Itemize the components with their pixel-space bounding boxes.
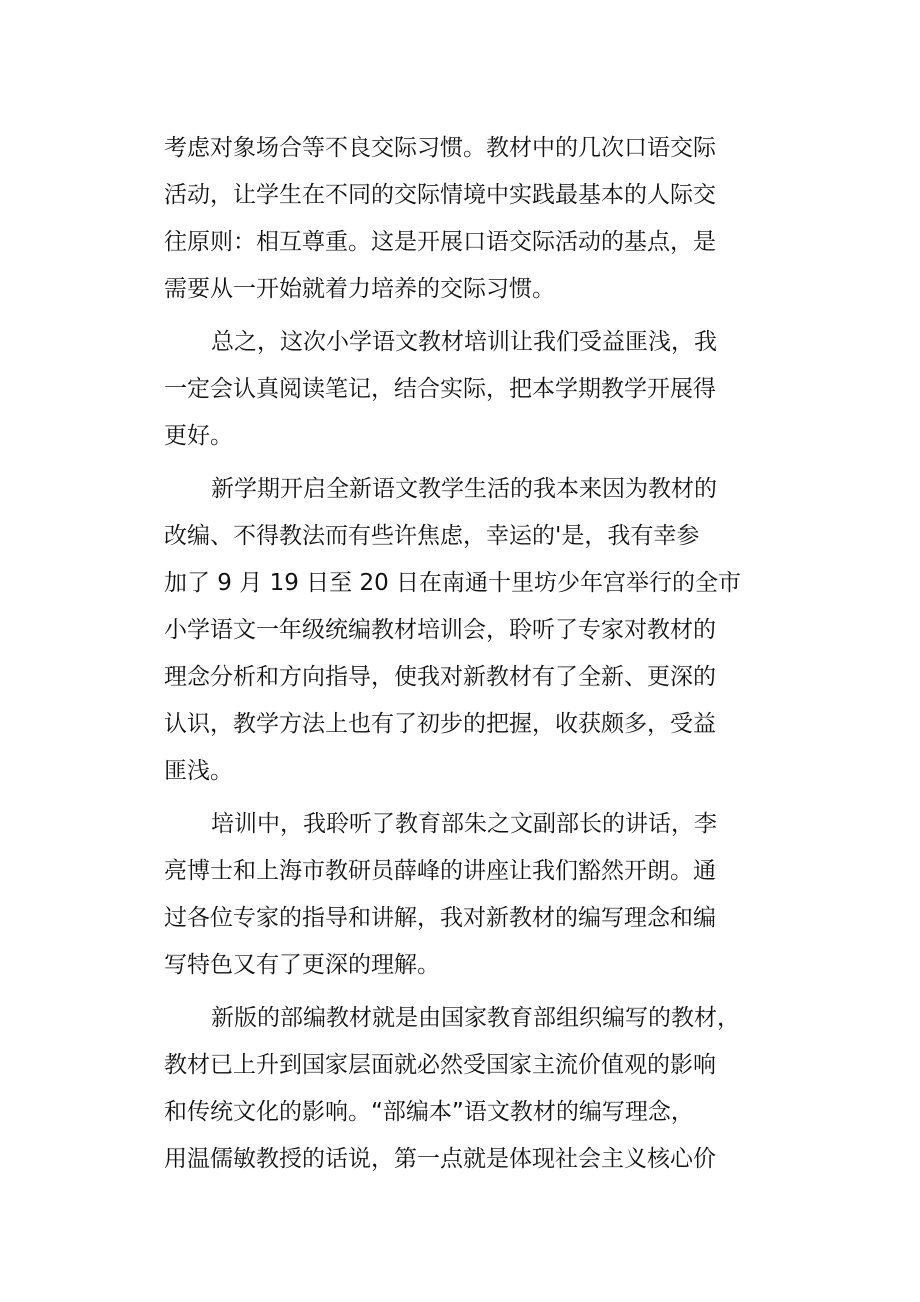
paragraph-first-line: 新版的部编教材就是由国家教育部组织编写的教材， <box>211 1005 740 1031</box>
text-line: 和传统文化的影响。“部编本”语文教材的编写理念， <box>164 1099 694 1125</box>
paragraph-first-line: 新学期开启全新语文教学生活的我本来因为教材的 <box>211 476 717 502</box>
text-line: 改编、不得教法而有些许焦虑，幸运的'是，我有幸参 <box>164 523 700 549</box>
text-line: 匪浅。 <box>164 758 233 784</box>
text-line: 写特色又有了更深的理解。 <box>164 952 440 978</box>
text-line: 更好。 <box>164 423 233 449</box>
text-line: 用温儒敏教授的话说，第一点就是体现社会主义核心价 <box>164 1146 716 1172</box>
text-line: 往原则：相互尊重。这是开展口语交际活动的基点，是 <box>164 229 716 255</box>
text-line: 认识，教学方法上也有了初步的把握，收获颇多，受益 <box>164 711 716 737</box>
paragraph-first-line: 总之，这次小学语文教材培训让我们受益匪浅，我 <box>211 329 717 355</box>
text-line: 亮博士和上海市教研员薛峰的讲座让我们豁然开朗。通 <box>164 858 716 884</box>
text-line: 加了 9 月 19 日至 20 日在南通十里坊少年宫举行的全市 <box>164 570 742 596</box>
text-line: 理念分析和方向指导，使我对新教材有了全新、更深的 <box>164 664 716 690</box>
text-line: 考虑对象场合等不良交际习惯。教材中的几次口语交际 <box>164 135 716 161</box>
text-line: 一定会认真阅读笔记，结合实际，把本学期教学开展得 <box>164 376 716 402</box>
text-line: 过各位专家的指导和讲解，我对新教材的编写理念和编 <box>164 905 716 931</box>
text-line: 需要从一开始就着力培养的交际习惯。 <box>164 276 555 302</box>
text-line: 活动，让学生在不同的交际情境中实践最基本的人际交 <box>164 182 716 208</box>
text-line: 小学语文一年级统编教材培训会，聆听了专家对教材的 <box>164 617 716 643</box>
text-line: 教材已上升到国家层面就必然受国家主流价值观的影响 <box>164 1052 716 1078</box>
paragraph-first-line: 培训中，我聆听了教育部朱之文副部长的讲话，李 <box>211 811 717 837</box>
